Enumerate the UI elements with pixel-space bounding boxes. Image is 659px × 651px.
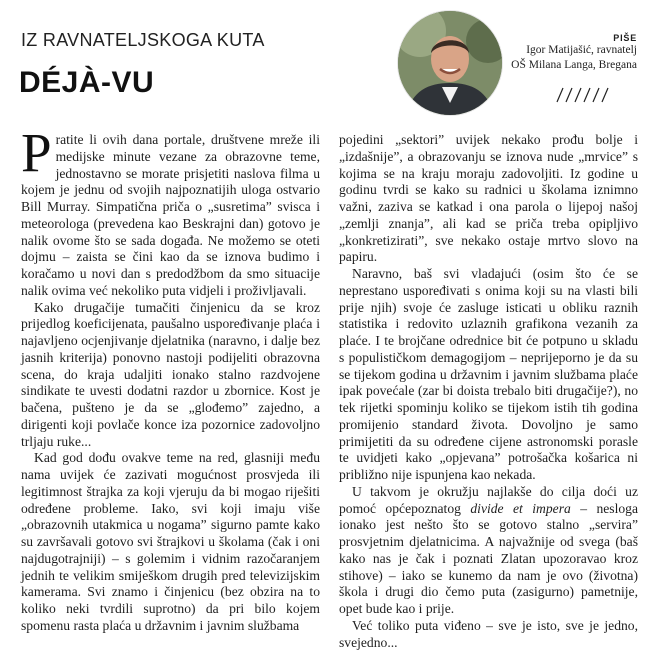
- paragraph-5: [339, 484, 638, 618]
- slash-decoration: [553, 86, 613, 104]
- author-block: [467, 33, 637, 73]
- paragraph-3-continued: pojedini „sektori” uvijek nekako prođu bolje i „izdašnije”, a obrazovanju se iznova nude „mrvice” s kojima se na kraju moraju zadovoljiti. Iz godine u godinu tvrdi se kako su radnici u školama iznimno važni, zaziva se katkad i ona parola o lijepoj našoj „zemlji znanja”, ali kad se priča treba opipljivo „konkretizirati”, sve nekako ostaje mrtvo slovo na papiru.: [339, 132, 638, 265]
- author-label: PIŠE: [613, 33, 637, 43]
- paragraph-3: Kad god dođu ovakve teme na red, glasniji među nama uvijek će zazivati mogućnost prosvjeda ili legitimnost štrajka za koji vjeruju da bi mogao riješiti određene probleme. Iako, svi koji imaju više „obrazovnih utakmica u nogama” sigurno pamte kako su završavali gotovo svi štrajkovi u školama (čak i oni najdugotrajniji) – s golemim i vidnim razočaranjem jednih te velikim smiješkom drugih pred televizijskim kamerama. Svi znamo i činjenicu (bez obzira na to koliko neki tvrdili suprotno) da pri bilo kojem spomenu rasta plaća u državnim i javnim službama: [21, 450, 320, 633]
- article-title: DÉJÀ-VU: [19, 66, 155, 99]
- latin-phrase: divide et impera: [470, 500, 571, 516]
- article-column-right: [339, 132, 638, 651]
- paragraph-2: Kako drugačije tumačiti činjenicu da se kroz prijedlog koeficijenata, paušalno uspoređivanje plaća i najavljeno ocjenjivanje djelatnika (naravno, i dalje bez jasnih kriterija) ponovno nastoji podijeliti obrazovna scena, do kraja udaljiti ionako stalno razdvojene sindikate te uvesti dodatni razdor u zbornice. Kost je bačena, pušteno je da se „glođemo” zajedno, a dirigenti koji povlače konce iza pozornice zadovoljno trljaju ruke...: [21, 299, 320, 449]
- article-column-left: [21, 122, 320, 635]
- paragraph-1: [21, 122, 320, 300]
- paragraph-5-text-b: – nesloga ionako jest nešto što se gotovo stalno „servira” prosvjetnim djelatnicima. A najvažnije od svega (baš kako nas je čak i poznati Zlatan upozoravao kroz stihove) – iako se kunemo da nam je ovo (životna) škola i drugi dio čemo puta (zasigurno) pametnije, opet bude kao i prije.: [339, 500, 638, 616]
- drop-cap: P: [21, 122, 52, 183]
- author-name-role: Igor Matijašić, ravnatelj: [526, 44, 637, 56]
- author-school: OŠ Milana Langa, Bregana: [511, 59, 637, 71]
- paragraph-1-text: ratite li ovih dana portale, društvene mreže ili medijske minute vezane za obrazovne teme, jednostavno se morate prisjetiti naslova filma u kojem je jednu od svojih najpoznatijih uloga ostvario Bill Murray. Simpatična priča o „susretima” svisca i meteorologa (prevedena kao Beskrajni dan) gotovo je nalik ovome što se sada događa. Ne možemo se oteti dojmu – zaista se čini kao da se iznova budimo i koračamo u novi dan s predodžbom da smo situacije nalik ovima već nekoliko puta vidjeli i proživljavali.: [21, 132, 320, 298]
- paragraph-4: Naravno, baš svi vladajući (osim što će se neprestano uspoređivati s onima koji su na vlasti bili prije njih) svoje će zasluge isticati u obliku raznih statistika i redovito uzlaznih grafikona vezanih za plaće. I te brojčane odrednice bit će potpuno u skladu s populističkom demagogijom – neprijeporno je da su se tijekom godina u državnim i javnim službama plaće ipak povećale (zar bi doista trebalo biti drugačije?), no tek rijetki spominju koliko se tijekom istih tih godina promijenio standard života. Dovoljno je samo primijetiti da su određene cijene astronomski porasle te uvidjeti kako „opjevana” potrošačka košarica ni približno nije ispunjena kao nekada.: [339, 266, 638, 482]
- section-kicker: IZ RAVNATELJSKOGA KUTA: [21, 30, 265, 50]
- paragraph-6: Već toliko puta viđeno – sve je isto, sve je jedno, svejedno...: [339, 617, 638, 650]
- paragraph-5-text-a: U takvom je okružju najlakše do cilja doći uz pomoć općepoznatog: [339, 483, 638, 516]
